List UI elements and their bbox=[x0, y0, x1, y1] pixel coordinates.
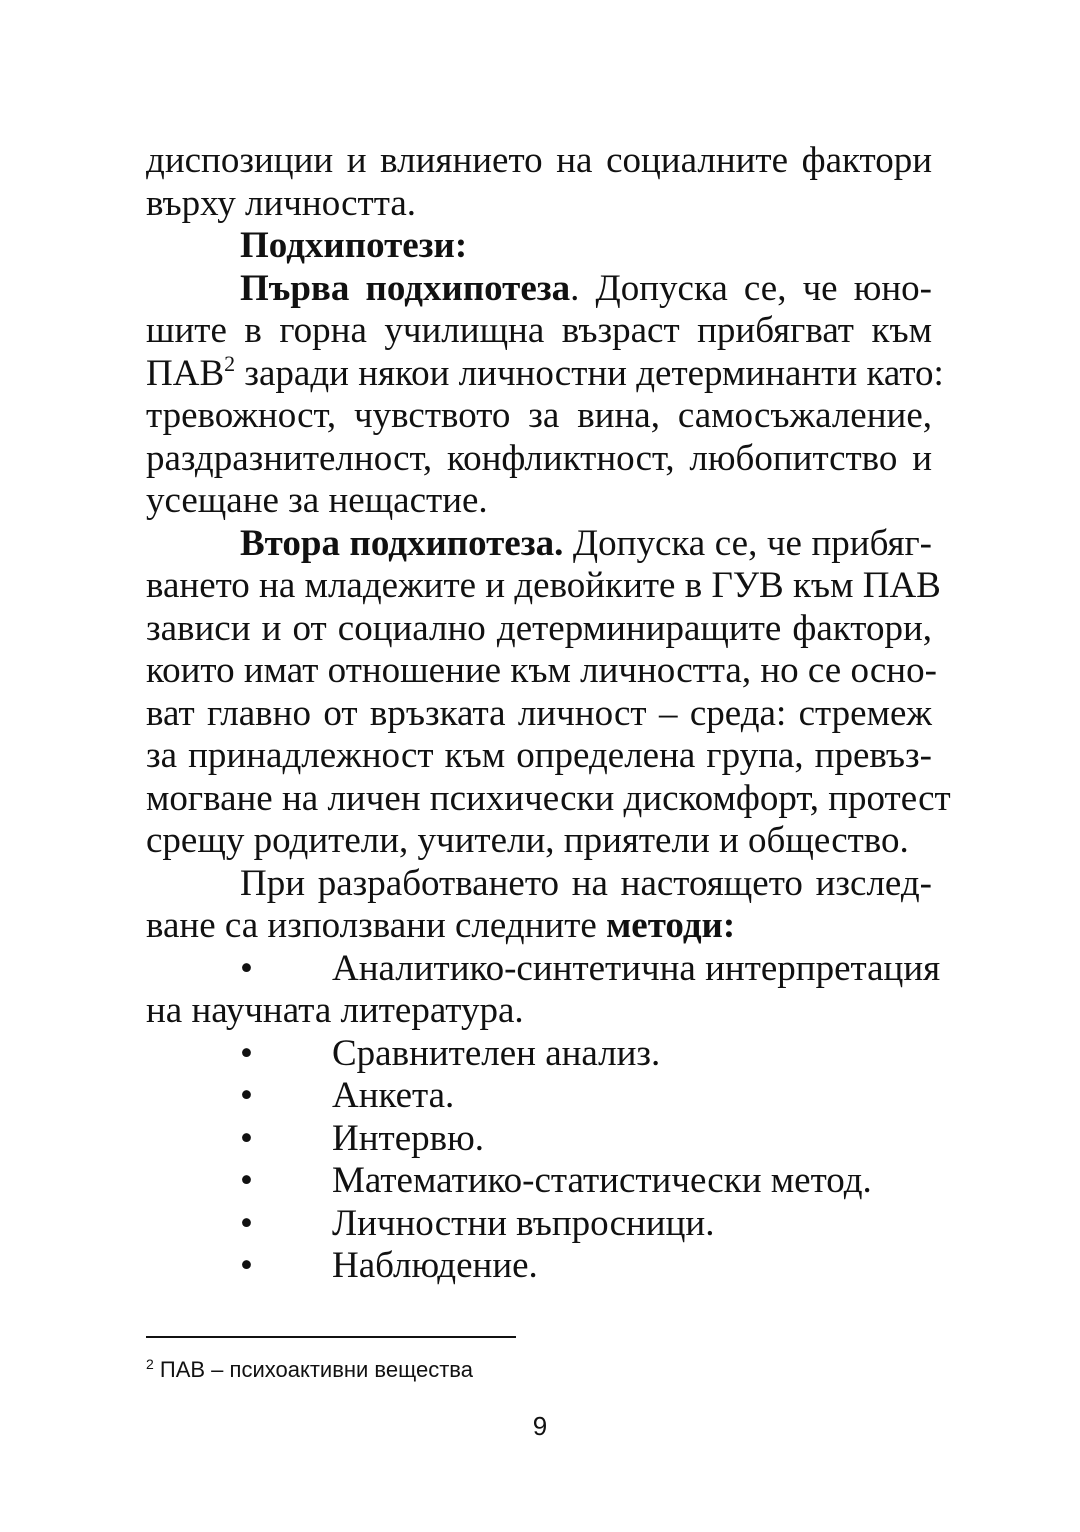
second-subhypothesis-line-7: могване на личен психически дискомфорт, протест bbox=[146, 777, 951, 819]
second-subhypothesis-line-4: които имат отношение към личността, но се осно- bbox=[146, 650, 937, 691]
methods-intro-line-2 bbox=[146, 905, 932, 948]
first-subhypothesis-line-4: тревожност, чувството за вина, самосъжаление, bbox=[146, 395, 932, 436]
bullet-icon: • bbox=[240, 1075, 253, 1116]
first-subhypothesis-line-1 bbox=[146, 268, 932, 311]
methods-list-item bbox=[146, 1203, 932, 1246]
first-subhypothesis-label: Първа подхипотеза bbox=[240, 267, 571, 309]
page-body bbox=[146, 140, 951, 1288]
method-item-text: Личностни въпросници. bbox=[332, 1202, 715, 1244]
bullet-icon: • bbox=[240, 1202, 253, 1244]
bullet-icon: • bbox=[240, 1117, 253, 1159]
abbreviation-pav: ПАВ bbox=[146, 352, 225, 394]
first-subhypothesis-text: . Допуска се, че юно- bbox=[570, 267, 932, 309]
method-item-text: Сравнителен анализ. bbox=[332, 1032, 661, 1074]
subhypotheses-heading: Подхипотези: bbox=[240, 225, 468, 266]
first-subhypothesis-text: заради някои личностни детерминанти като: bbox=[235, 352, 944, 394]
footnote-reference[interactable]: 2 bbox=[224, 350, 236, 376]
second-subhypothesis-line-1 bbox=[146, 523, 932, 566]
method-item-text: Интервю. bbox=[332, 1117, 484, 1159]
intro-line-2: върху личността. bbox=[146, 182, 417, 224]
methods-heading: методи: bbox=[606, 905, 736, 946]
methods-list-item bbox=[146, 1033, 932, 1076]
footnote-separator bbox=[146, 1336, 516, 1338]
footnote bbox=[146, 1356, 473, 1384]
second-subhypothesis-text: Допуска се, че прибяг- bbox=[563, 522, 932, 564]
second-subhypothesis-line-6: за принадлежност към определена група, превъз- bbox=[146, 735, 932, 776]
methods-list-item bbox=[146, 1075, 932, 1118]
method-item-continuation: на научната литература. bbox=[146, 990, 524, 1031]
second-subhypothesis-line-3: зависи и от социално детерминиращите фактори, bbox=[146, 607, 932, 649]
methods-list-item bbox=[146, 947, 941, 991]
methods-list-item bbox=[146, 1160, 932, 1203]
method-item-text: Математико-статистически метод. bbox=[332, 1160, 872, 1201]
methods-intro-line-1: При разработването на настоящето изслед- bbox=[240, 862, 932, 904]
first-subhypothesis-line-5: раздразнителност, конфликтност, любопитство и bbox=[146, 437, 932, 479]
first-subhypothesis-line-3 bbox=[146, 350, 944, 396]
footnote-text: ПАВ – психоактивни вещества bbox=[153, 1357, 473, 1382]
second-subhypothesis-line-5: ват главно от връзката личност – среда: стремеж bbox=[146, 692, 932, 734]
method-item-text: Наблюдение. bbox=[332, 1245, 538, 1286]
method-item-text: Аналитико-синтетична интерпретация bbox=[332, 947, 941, 989]
methods-list-item bbox=[146, 1118, 932, 1161]
methods-intro-text: ване са използвани следните bbox=[146, 905, 607, 946]
bullet-icon: • bbox=[240, 1032, 253, 1074]
bullet-icon: • bbox=[240, 1160, 253, 1201]
methods-list-item bbox=[146, 1245, 932, 1288]
second-subhypothesis-line-8: срещу родители, учители, приятели и общество. bbox=[146, 820, 909, 861]
page-number: 9 bbox=[532, 1411, 548, 1441]
bullet-icon: • bbox=[240, 947, 253, 989]
intro-line-1: диспозиции и влиянието на социалните фактори bbox=[146, 140, 932, 181]
second-subhypothesis-line-2: ването на младежите и девойките в ГУВ към ПАВ bbox=[146, 565, 941, 606]
second-subhypothesis-label: Втора подхипотеза. bbox=[240, 522, 564, 564]
bullet-icon: • bbox=[240, 1245, 253, 1286]
first-subhypothesis-line-2: шите в горна училищна възраст прибягват към bbox=[146, 310, 932, 351]
method-item-text: Анкета. bbox=[332, 1075, 455, 1116]
first-subhypothesis-line-6: усещане за нещастие. bbox=[146, 480, 488, 521]
footnote-number: 2 bbox=[146, 1356, 154, 1372]
